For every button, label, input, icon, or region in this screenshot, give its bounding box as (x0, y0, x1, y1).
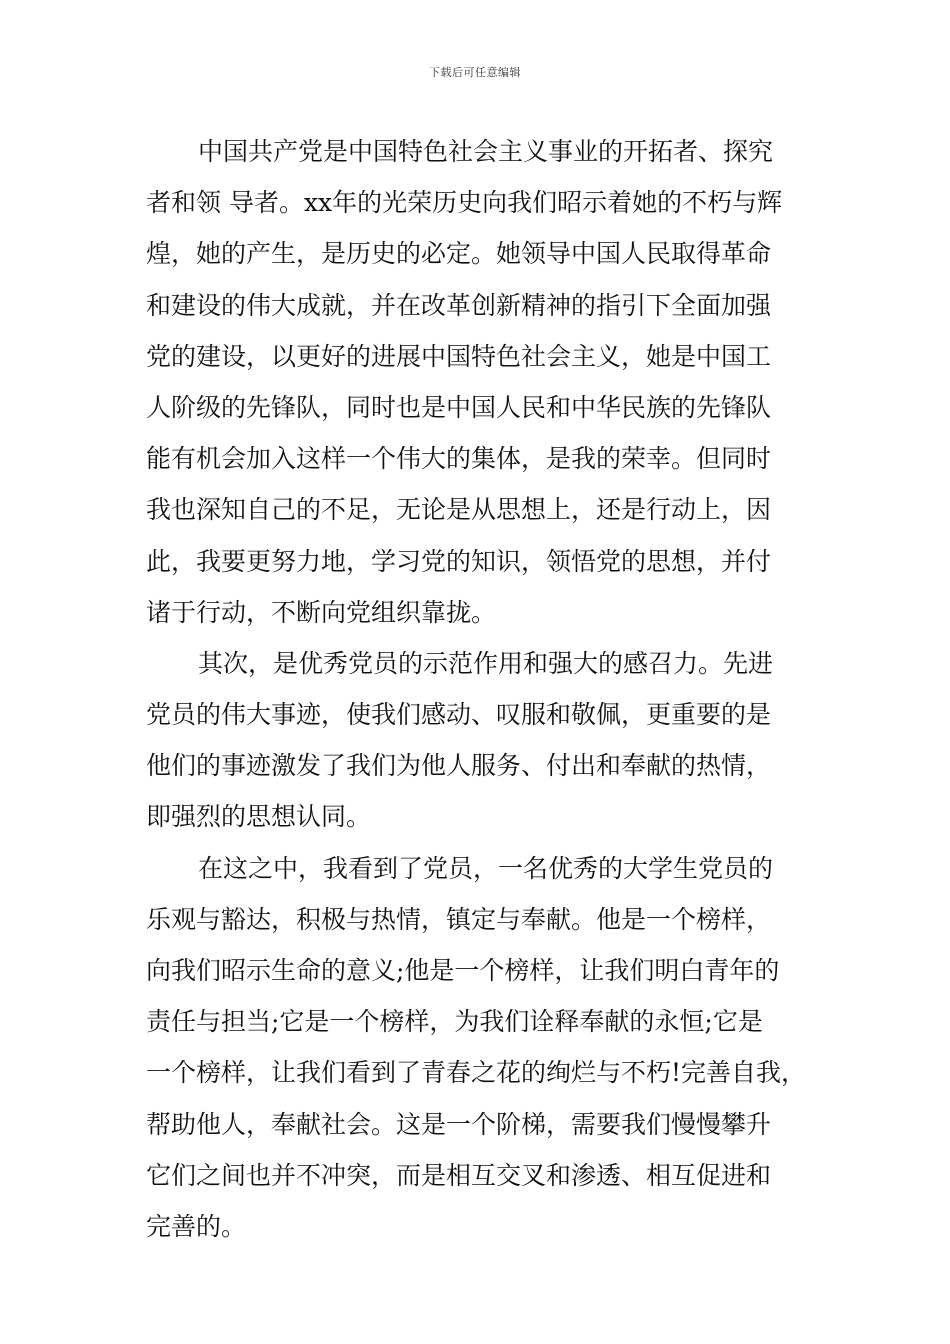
text-line: 党员的伟大事迹，使我们感动、叹服和敬佩，更重要的是 (146, 700, 772, 730)
text-line: 中国共产党是中国特色社会主义事业的开拓者、探究 (198, 137, 774, 166)
text-line: 诸于行动，不断向党组织靠拢。 (146, 597, 497, 627)
text-line: 乐观与豁达，积极与热情，镇定与奉献。他是一个榜样， (146, 904, 772, 934)
text-line: 此，我要更努力地，学习党的知识，领悟党的思想，并付 (146, 546, 772, 576)
text-line: 责任与担当;它是一个榜样，为我们诠释奉献的永恒;它是 (146, 1007, 763, 1037)
text-line: 即强烈的思想认同。 (146, 802, 372, 832)
text-line: 党的建设，以更好的进展中国特色社会主义，她是中国工 (146, 341, 772, 371)
text-line: 煌，她的产生，是历史的必定。她领导中国人民取得革命 (146, 239, 772, 269)
document-body (146, 126, 806, 1252)
text-line: 一个榜样，让我们看到了青春之花的绚烂与不朽!完善自我， (146, 1058, 807, 1088)
text-line: 能有机会加入这样一个伟大的集体，是我的荣幸。但同时 (146, 444, 772, 474)
text-line: 其次，是优秀党员的示范作用和强大的感召力。先进 (198, 648, 774, 678)
text-line: 在这之中，我看到了党员，一名优秀的大学生党员的 (198, 853, 774, 883)
page-header: 下载后可任意编辑 (429, 66, 521, 79)
text-line: 帮助他人，奉献社会。这是一个阶梯，需要我们慢慢攀升 (146, 1109, 772, 1139)
text-line: 它们之间也并不冲突，而是相互交叉和渗透、相互促进和 (146, 1160, 772, 1190)
text-line: 完善的。 (146, 1211, 247, 1241)
text-line: 人阶级的先锋队，同时也是中国人民和中华民族的先锋队 (146, 392, 772, 422)
text-line: 他们的事迹激发了我们为他人服务、付出和奉献的热情， (146, 751, 772, 781)
text-line: 向我们昭示生命的意义;他是一个榜样，让我们明白青年的 (146, 956, 780, 985)
text-line: 我也深知自己的不足，无论是从思想上，还是行动上，因 (146, 495, 772, 525)
text-line: 和建设的伟大成就，并在改革创新精神的指引下全面加强 (146, 290, 772, 320)
text-line: 者和领 导者。xx年的光荣历史向我们昭示着她的不朽与辉 (146, 188, 783, 218)
